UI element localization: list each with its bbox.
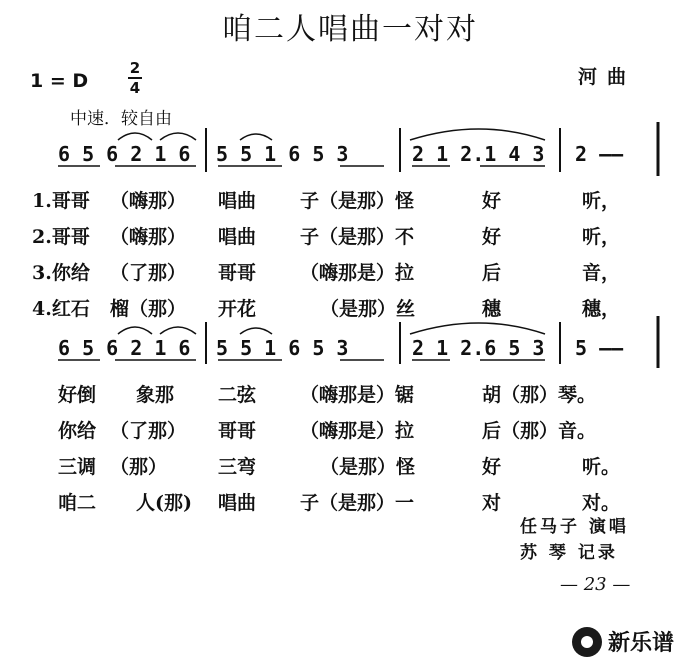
verse-a4-c2: 榴（那）	[110, 298, 187, 320]
verse-a3-c4: （嗨那是）拉	[300, 262, 415, 284]
page-number: — 23 —	[560, 574, 631, 595]
verse-a4-c4: （是那）丝	[320, 298, 416, 320]
verse-a2-c3: 唱曲	[218, 226, 257, 248]
verse-b3-c5: 好	[482, 456, 502, 478]
verse-a3-c1: 3.你给	[32, 262, 90, 284]
staff2-measure-4: 5 ——	[575, 336, 624, 360]
verse-a4-c6: 穗，	[582, 298, 621, 320]
key-signature: 1 = D	[30, 70, 89, 92]
recorder-credit: 苏 琴 记录	[520, 543, 618, 563]
verse-a4-c5: 穗	[482, 298, 502, 320]
verse-b2-c1: 你给	[58, 420, 97, 442]
verse-a4-c1: 4.红石	[32, 298, 90, 320]
verse-b4-c3: 唱曲	[218, 492, 257, 514]
verse-a2-c1: 2.哥哥	[32, 226, 90, 248]
verse-a2-c2: （嗨那）	[110, 226, 187, 248]
staff1-measure-4: 2 ——	[575, 142, 624, 166]
verse-a2-c5: 好	[482, 226, 502, 248]
verse-b1-c4: （嗨那是）锯	[300, 384, 415, 406]
verse-b3-c1: 三调	[58, 456, 97, 478]
logo-text: 新乐谱	[608, 631, 675, 656]
verse-a3-c6: 音，	[582, 262, 621, 284]
verse-b2-c2: （了那）	[110, 420, 187, 442]
verse-b1-c3: 二弦	[218, 384, 257, 406]
verse-b4-c1: 咱二	[58, 492, 97, 514]
verse-b3-c2: （那）	[110, 456, 168, 478]
verse-b4-c5: 对	[482, 492, 502, 514]
verse-b3-c4: （是那）怪	[320, 456, 416, 478]
staff1-measure-2: 5 5 1 6 5 3	[216, 142, 349, 166]
verse-b1-c1: 好倒	[58, 384, 97, 406]
song-title: 咱二人唱曲一对对	[222, 12, 478, 47]
verse-a2-c4: 子（是那）不	[300, 226, 415, 248]
staff2-measure-2: 5 5 1 6 5 3	[216, 336, 349, 360]
verse-a3-c3: 哥哥	[218, 262, 257, 284]
verse-b4-c4: 子（是那）一	[300, 492, 415, 514]
staff2-measure-3: 2 1 2.6 5 3	[412, 336, 545, 360]
verse-b1-c5: 胡（那）琴。	[482, 384, 597, 406]
verse-a4-c3: 开花	[218, 298, 257, 320]
staff2-measure-1: 6 5 6 2 1 6	[58, 336, 191, 360]
verse-a1-c5: 好	[482, 190, 502, 212]
verse-b2-c4: （嗨那是）拉	[300, 420, 415, 442]
verse-a2-c6: 听，	[582, 226, 621, 248]
verse-a1-c4: 子（是那）怪	[300, 190, 415, 212]
verse-a1-c3: 唱曲	[218, 190, 257, 212]
verse-a1-c2: （嗨那）	[110, 190, 187, 212]
staff1-measure-3: 2 1 2.1 4 3	[412, 142, 545, 166]
tempo-marking: 中速．较自由	[70, 109, 172, 129]
verse-b4-c6: 对。	[582, 492, 621, 514]
time-signature-top: 2	[129, 59, 141, 77]
verse-b1-c2: 象那	[136, 384, 175, 406]
time-signature-bottom: 4	[129, 79, 141, 97]
verse-b2-c3: 哥哥	[218, 420, 257, 442]
staff1-measure-1: 6 5 6 2 1 6	[58, 142, 191, 166]
verse-b3-c6: 听。	[582, 456, 621, 478]
site-logo	[572, 626, 674, 657]
song-origin: 河曲	[578, 66, 637, 88]
verse-a3-c2: （了那）	[110, 262, 187, 284]
verse-b4-c2: 人(那)	[136, 492, 192, 514]
verse-a3-c5: 后	[482, 262, 502, 284]
verse-a1-c6: 听，	[582, 190, 621, 212]
performer-credit: 任马子 演唱	[520, 517, 629, 537]
verse-b3-c3: 三弯	[218, 456, 257, 478]
verse-b2-c5: 后（那）音。	[482, 420, 597, 442]
record-disc-icon	[572, 627, 602, 657]
verse-a1-c1: 1.哥哥	[32, 190, 90, 212]
